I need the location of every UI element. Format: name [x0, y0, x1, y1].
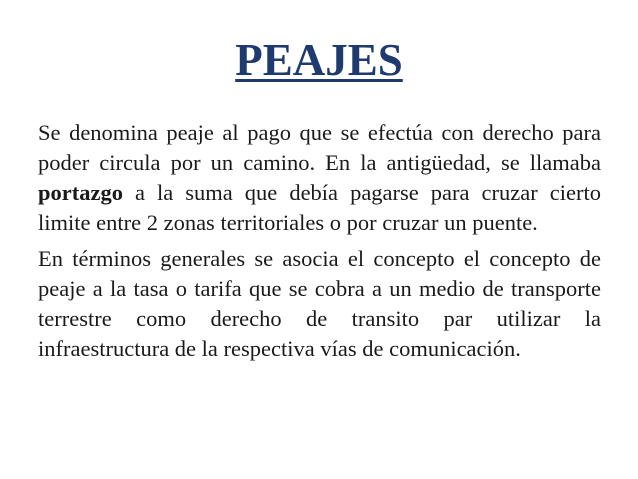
- slide-title: PEAJES: [235, 35, 403, 85]
- paragraph-definition-text-start: Se denomina peaje al pago que se efectúa con derecho para poder circula por un camino. En la antigüedad, se llamaba: [38, 120, 601, 175]
- paragraph-definition: [38, 118, 601, 238]
- paragraph-general-concept: En términos generales se asocia el concepto el concepto de peaje a la tasa o tarifa que se cobra a un medio de transporte terrestre como derecho de transito par utilizar la infraestructura de la respectiva vías de comunicación.: [38, 246, 601, 361]
- paragraph-definition-text-end: a la suma que debía pagarse para cruzar cierto limite entre 2 zonas territoriales o por cruzar un puente.: [38, 180, 601, 235]
- highlighted-term: portazgo: [38, 180, 123, 205]
- slide-body: [38, 118, 601, 370]
